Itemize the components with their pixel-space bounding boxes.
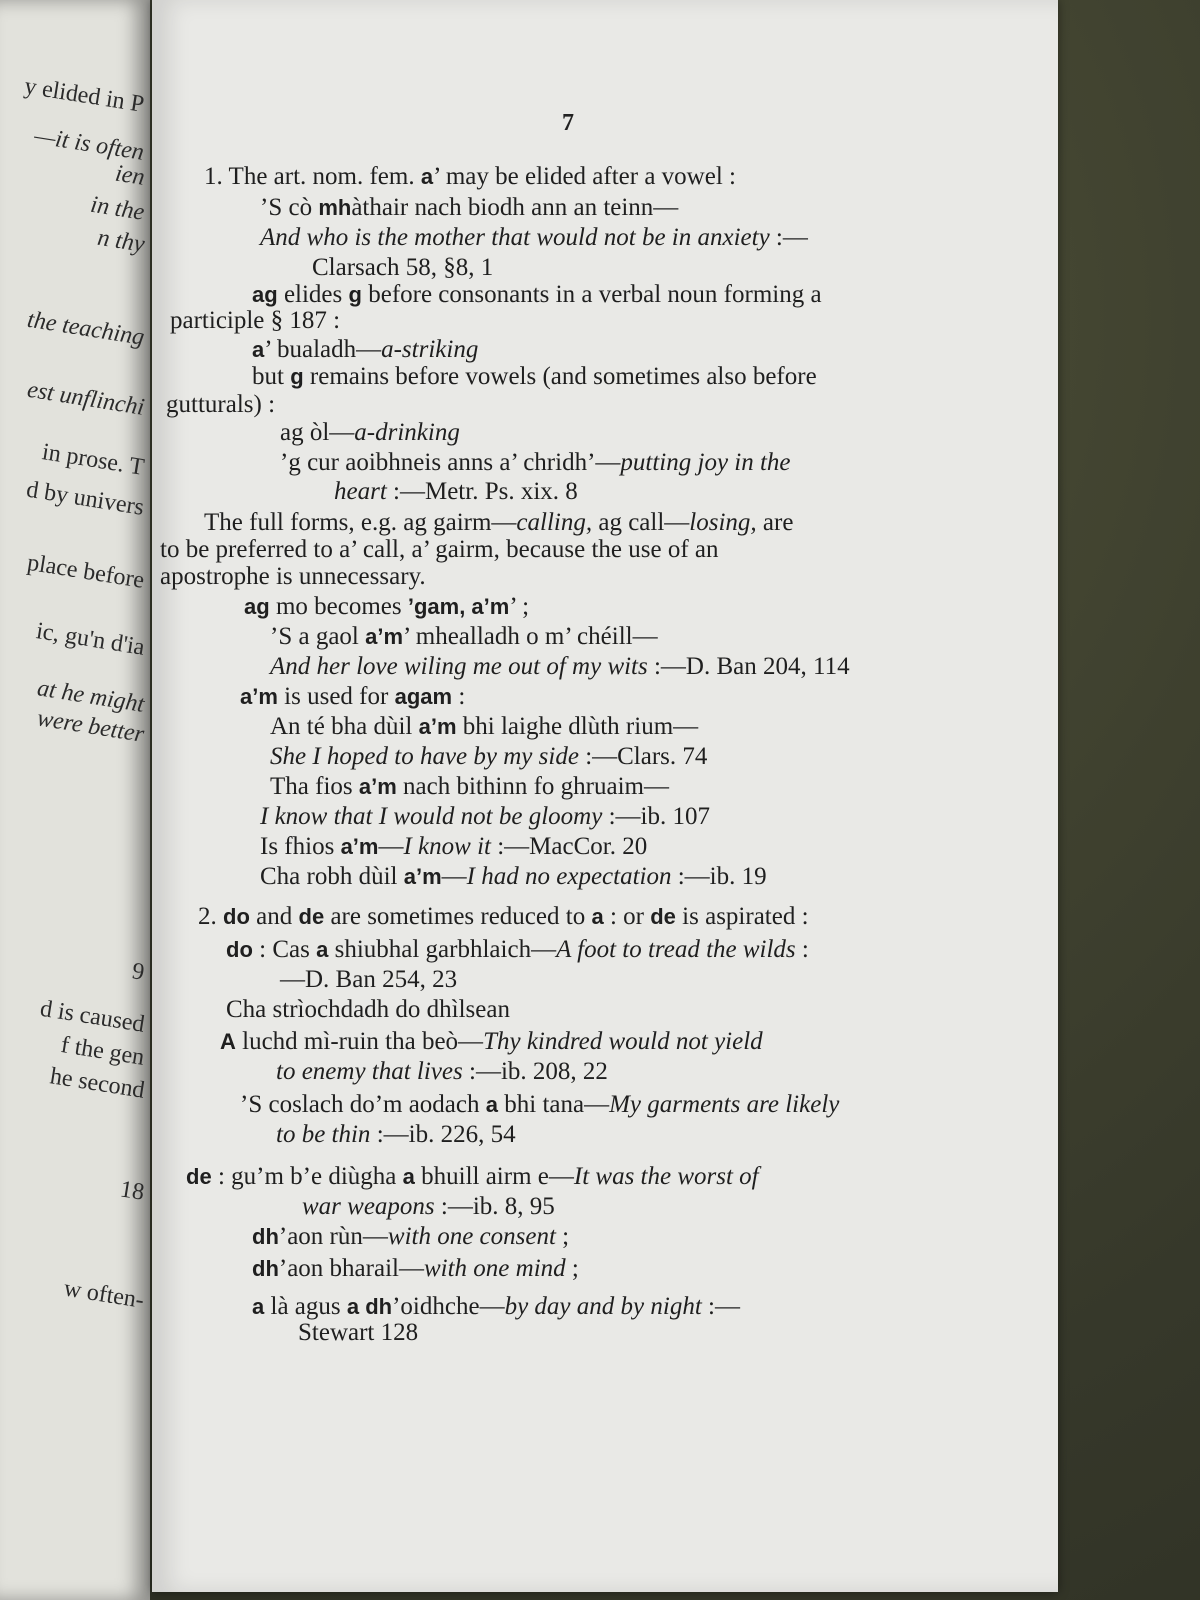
text-line [166,390,275,420]
text-run: ’S coslach do’m aodach [240,1091,486,1118]
text-line [226,995,510,1025]
text-run: Clarsach 58, §8, 1 [312,254,494,281]
text-run: mo becomes [269,593,408,620]
headword: A [220,1029,236,1054]
text-run: to be preferred to a’ call, a’ gairm, because the use of an [160,536,719,563]
text-line [198,902,809,932]
headword: a’m [418,714,457,739]
text-line [170,306,340,336]
translation-text: calling, [516,509,593,536]
text-run: :—Metr. Ps. xix. 8 [386,478,578,505]
text-line [260,802,710,832]
translation-text: I know that I would not be gloomy [260,803,603,830]
text-line [280,965,457,995]
text-line [226,935,809,965]
headword: a’m [358,774,397,799]
text-run: ag call— [592,509,690,536]
text-run: ’ ; [509,593,530,620]
text-run: ’ mhealladh o m’ chéill— [403,623,658,650]
text-run: 2. [198,903,223,930]
text-line [270,712,698,742]
text-line [240,1090,839,1120]
left-page-fragment: in the [88,191,147,226]
text-run: ; [565,1255,579,1282]
text-run: :—D. Ban 204, 114 [647,653,850,680]
headword: mh [318,195,352,220]
translation-text: My garments are likely [609,1091,840,1118]
text-run: Is fhios [260,833,341,860]
text-run: : [795,936,809,963]
headword: de [298,904,325,929]
text-line [244,592,529,622]
text-line [276,1120,516,1150]
translation-text: a-striking [381,336,479,363]
left-page-fragment: in prose. T [40,439,147,481]
text-run: An té bha dùil [270,713,419,740]
left-page-fragment: 18 [118,1176,147,1206]
headword: a’m [403,864,442,889]
text-line [312,253,493,283]
text-run: is used for [277,683,395,710]
translation-text: I know it [403,833,491,860]
headword: g [290,364,304,389]
headword: a [252,337,265,362]
translation-text: to enemy that lives [276,1058,463,1085]
headword: ’gam, a’m [407,594,510,619]
text-run: before consonants in a verbal noun forming a [361,281,822,308]
headword: a [420,164,434,189]
text-line [276,1057,608,1087]
text-run: and [249,903,299,930]
text-run: :—Clars. 74 [578,743,708,770]
text-line [240,682,465,712]
text-run: shiubhal garbhlaich— [328,936,557,963]
text-line [260,223,808,253]
left-page-fragment: y elided in P [22,73,147,118]
translation-text: a-drinking [354,419,460,446]
text-line [270,742,707,772]
text-line [260,862,767,892]
translation-text: heart [334,478,387,505]
text-run: ’g cur aoibhneis anns a’ chridh’— [280,449,621,476]
text-run: ag òl— [280,419,355,446]
headword: de [186,1164,212,1189]
headword: dh [252,1256,279,1281]
text-run: 1. The art. nom. fem. [204,163,421,190]
text-line [186,1162,759,1192]
text-line [260,193,678,223]
text-line [270,772,669,802]
page-number: 7 [562,110,574,136]
text-line [252,362,817,392]
headword: a [402,1164,415,1189]
headword: a’m [365,624,404,649]
text-line [160,562,426,592]
translation-text: to be thin [276,1121,371,1148]
translation-text: with one mind [423,1255,566,1282]
text-run: : Cas [252,936,317,963]
headword: ag [244,594,270,619]
text-run: ’oidhche— [392,1293,505,1320]
left-page-edge [0,0,150,1600]
text-run: : [452,683,466,710]
headword: a’m [240,684,278,709]
text-run: — [441,863,467,890]
text-run: Stewart 128 [298,1319,419,1346]
text-run: Cha robh dùil [260,863,404,890]
text-run: ’ may be elided after a vowel : [433,163,736,190]
translation-text: A foot to tread the wilds [556,936,796,963]
text-line [270,622,658,652]
left-page-fragment: at he might [35,675,147,718]
text-run: :—ib. 107 [602,803,710,830]
translation-text: She I hoped to have by my side [270,743,579,770]
text-run: — [378,833,404,860]
text-run: : or [603,903,651,930]
left-page-fragment: est unflinchi [25,376,147,421]
text-run: but [252,363,291,390]
text-line [252,1222,569,1252]
text-line [204,508,793,538]
left-page-fragment: —it is often [32,122,147,166]
text-line [270,652,850,682]
left-page-fragment: were better [35,705,147,748]
left-page-fragment: the teaching [25,306,147,351]
translation-text: by day and by night [504,1293,702,1320]
text-run: participle § 187 : [170,307,341,334]
translation-text: And her love wiling me out of my wits [270,653,648,680]
text-run: :—ib. 226, 54 [370,1121,516,1148]
text-line [252,335,478,365]
text-run: :—ib. 8, 95 [434,1193,555,1220]
translation-text: war weapons [302,1193,435,1220]
text-run: :—MacCor. 20 [490,833,648,860]
text-run: :— [701,1293,740,1320]
translation-text: And who is the mother that would not be in anxiety [260,224,770,251]
text-run: apostrophe is unnecessary. [160,563,426,590]
text-run: nach bithinn fo ghruaim— [396,773,669,800]
text-run: :— [769,224,808,251]
text-run: are [756,509,794,536]
text-run: bhi laighe dlùth rium— [456,713,699,740]
text-run: : gu’m b’e diùgha [211,1163,403,1190]
left-page-fragment: n thy [95,224,147,258]
left-page-fragment: he second [47,1063,147,1104]
left-page-fragment: d by univers [24,476,147,521]
headword: a [316,937,329,962]
text-run: là agus [264,1293,347,1320]
text-line [220,1027,763,1057]
text-line [204,162,736,192]
text-run: :—ib. 19 [671,863,767,890]
text-run: ’S cò [260,194,319,221]
headword: g [348,282,362,307]
text-run: The full forms, e.g. ag gairm— [204,509,517,536]
text-line [298,1318,418,1348]
translation-text: Thy kindred would not yield [483,1028,763,1055]
text-run: ’aon bharail— [278,1255,424,1282]
translation-text: putting joy in the [620,449,791,476]
headword: de [650,904,676,929]
text-run: Cha strìochdadh do dhìlsean [226,996,510,1023]
translation-text: It was the worst of [573,1163,759,1190]
text-run: ’aon rùn— [278,1223,388,1250]
text-line [252,1254,579,1284]
text-run: àthair nach biodh ann an teinn— [351,194,679,221]
text-run: —D. Ban 254, 23 [280,966,458,993]
text-run: is aspirated : [675,903,809,930]
headword: a [591,904,604,929]
text-run: ’ bualadh— [264,336,382,363]
left-page-fragment: 9 [130,958,147,986]
headword: a’m [340,834,379,859]
headword: do [226,937,253,962]
headword: a [485,1092,499,1117]
headword: dh [252,1224,279,1249]
left-page-fragment: ien [113,160,147,191]
left-page-fragment: ic, gu'n d'ia [34,618,147,661]
left-page-fragment: f the gen [59,1032,147,1071]
text-run: luchd mì-ruin tha beò— [235,1028,484,1055]
text-line [302,1192,555,1222]
headword: a dh [346,1294,393,1319]
text-run: are sometimes reduced to [324,903,592,930]
text-run: :—ib. 208, 22 [462,1058,608,1085]
headword: ag [252,282,278,307]
translation-text: losing, [689,509,757,536]
book-page [152,0,1058,1592]
headword: agam [394,684,453,709]
text-line [334,477,578,507]
text-line [260,832,647,862]
text-line [280,418,460,448]
text-run: gutturals) : [166,391,276,418]
text-run: ; [555,1223,570,1250]
text-line [160,535,719,565]
left-page-fragment: place before [25,549,147,594]
translation-text: I had no expectation [466,863,672,890]
text-run: bhuill airm e— [414,1163,574,1190]
text-line [280,448,791,478]
text-run: elides [277,281,349,308]
left-page-fragment: w often- [62,1275,147,1314]
text-run: ’S a gaol [270,623,366,650]
translation-text: with one consent [387,1223,556,1250]
text-run: bhi tana— [498,1091,610,1118]
left-page-fragment: d is caused [38,995,147,1038]
headword: a [252,1294,265,1319]
text-run: Tha fios [270,773,359,800]
text-run: remains before vowels (and sometimes also before [303,363,817,390]
headword: do [223,904,250,929]
